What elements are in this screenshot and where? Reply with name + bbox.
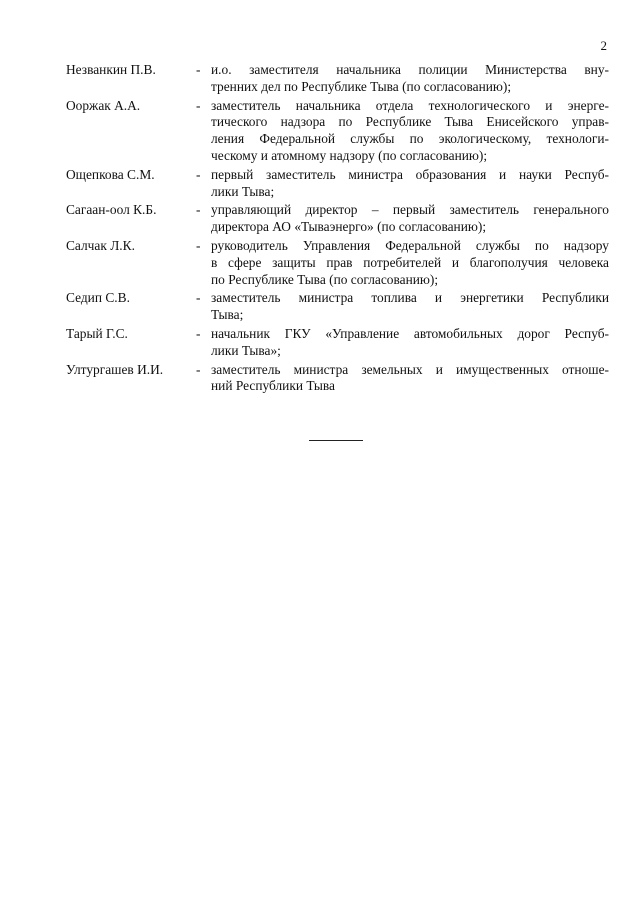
- member-name: Сагаан-оол К.Б.: [66, 202, 157, 218]
- position-text-line: в сфере защиты прав потребителей и благополучия человека: [211, 254, 609, 270]
- page-number: 2: [600, 38, 607, 53]
- list-item: [66, 202, 609, 236]
- member-name: Тарый Г.С.: [66, 325, 128, 341]
- position-text-line: руководитель Управления Федеральной службы по надзору: [211, 237, 609, 253]
- position-text-line: ческому и атомному надзору (по согласованию);: [211, 147, 488, 163]
- member-list: [66, 62, 609, 397]
- member-position: [211, 290, 609, 324]
- list-dash: -: [196, 237, 201, 253]
- member-name: Седип С.В.: [66, 290, 130, 306]
- list-item: [66, 290, 609, 324]
- position-text-line: Тыва;: [211, 307, 244, 323]
- list-item: [66, 167, 609, 201]
- member-name: Ултургашев И.И.: [66, 361, 164, 377]
- member-name: Ощепкова С.М.: [66, 166, 155, 182]
- member-position: [211, 167, 609, 201]
- member-name: Салчак Л.К.: [66, 237, 135, 253]
- position-text-line: заместитель министра топлива и энергетики Республики: [211, 290, 609, 306]
- position-text-line: лики Тыва»;: [211, 342, 281, 358]
- end-divider: [309, 440, 363, 441]
- position-text-line: заместитель министра земельных и имущественных отноше-: [211, 361, 609, 377]
- member-position: [211, 238, 609, 288]
- member-name: Незванкин П.В.: [66, 62, 156, 77]
- position-text-line: первый заместитель министра образования и науки Респуб-: [211, 166, 609, 182]
- member-position: [211, 362, 609, 396]
- member-name: Ооржак А.А.: [66, 97, 141, 113]
- list-item: [66, 238, 609, 288]
- position-text-line: ний Республики Тыва: [211, 378, 335, 394]
- list-dash: -: [196, 166, 201, 182]
- list-dash: -: [196, 361, 201, 377]
- list-dash: -: [196, 290, 201, 306]
- position-text-line: тического надзора по Республике Тыва Енисейского управ-: [211, 114, 609, 130]
- list-dash: -: [196, 97, 201, 113]
- list-item: [66, 326, 609, 360]
- list-item: [66, 62, 609, 96]
- list-item: [66, 362, 609, 396]
- position-text-line: начальник ГКУ «Управление автомобильных дорог Респуб-: [211, 325, 609, 341]
- position-text-line: директора АО «Тываэнерго» (по согласованию);: [211, 219, 487, 235]
- list-dash: -: [196, 202, 201, 218]
- list-dash: -: [196, 62, 201, 77]
- position-text-line: по Республике Тыва (по согласованию);: [211, 271, 439, 287]
- member-position: [211, 62, 609, 96]
- position-text-line: лики Тыва;: [211, 183, 275, 199]
- position-text-line: заместитель начальника отдела технологического и энерге-: [211, 97, 609, 113]
- list-item: [66, 98, 609, 165]
- member-position: [211, 326, 609, 360]
- list-dash: -: [196, 325, 201, 341]
- position-text-line: управляющий директор – первый заместитель генерального: [211, 202, 609, 218]
- position-text-line: ления Федеральной службы по экологическому, технологи-: [211, 131, 609, 147]
- position-text-line: и.о. заместителя начальника полиции Министерства вну-: [211, 62, 609, 77]
- member-position: [211, 202, 609, 236]
- position-text-line: тренних дел по Республике Тыва (по согласованию);: [211, 78, 512, 94]
- member-position: [211, 98, 609, 165]
